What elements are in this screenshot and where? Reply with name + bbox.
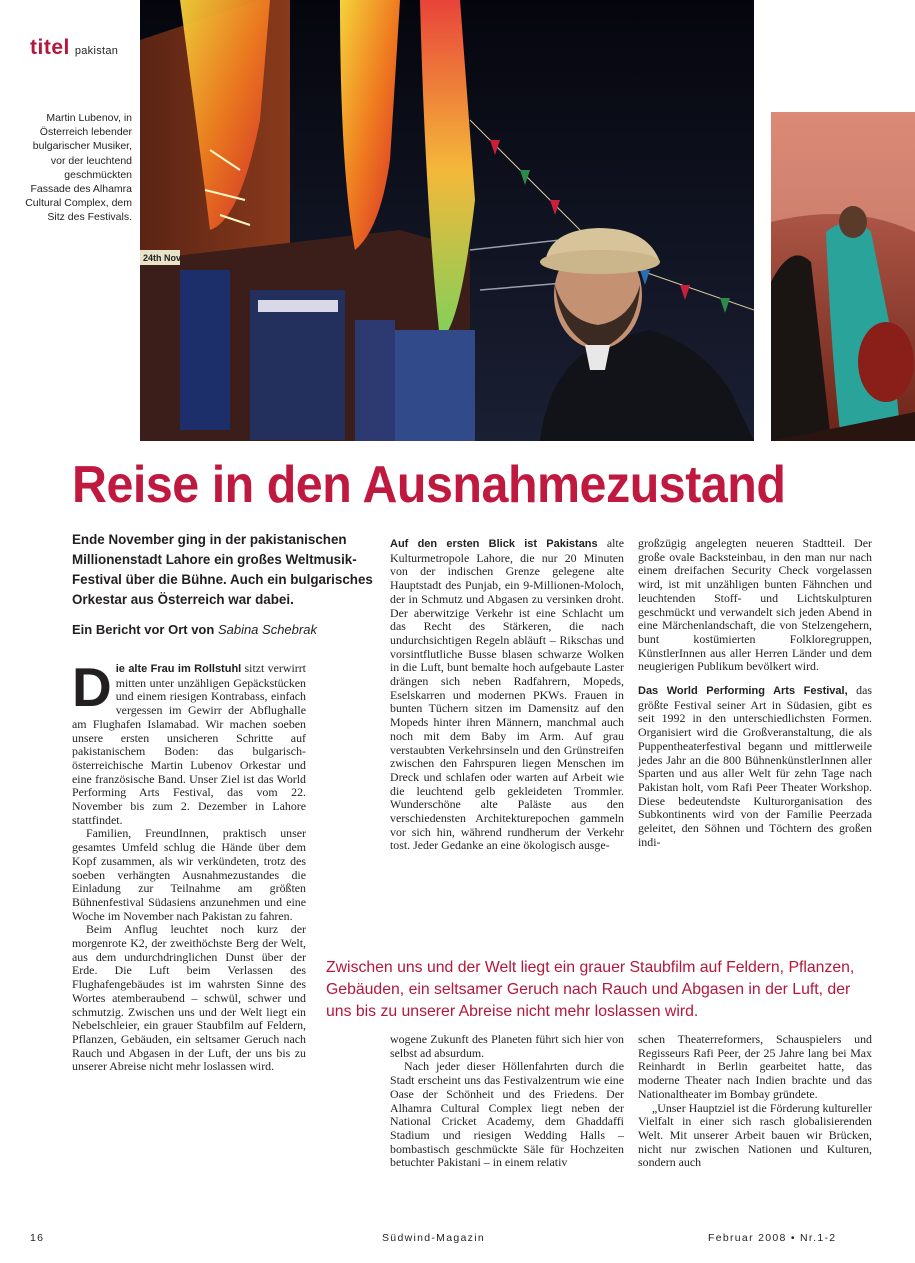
main-photo <box>140 0 754 441</box>
runin-heading: Das World Performing Arts Festival, <box>638 685 848 698</box>
section-label <box>30 36 118 60</box>
paragraph <box>72 656 306 827</box>
column-1 <box>72 656 306 1074</box>
magazine-name: Südwind-Magazin <box>382 1232 485 1244</box>
paragraph <box>390 537 624 853</box>
paragraph: Familien, FreundInnen, praktisch unser gesamtes Umfeld schlug die Hände über dem Kopf zusammen, als wir verkündeten, trotz des soeben verhängten Ausnahmezustandes die Einladung zur Teilnahme am größten Bühnenfestival Südasiens anzunehmen und eine Woche im November nach Pakistan zu fahren. <box>72 826 306 923</box>
column-3-bottom <box>638 1033 872 1170</box>
paragraph-text: das größte Festival seiner Art in Südasien, gibt es seit 1992 in den unterschiedlichsten Formen. Organisiert wird die Großveranstaltung, die als Puppentheaterfestival begann und mittlerweile jedes Jahr an die 800 BühnenkünstlerInnen aller Sparten und aus aller Welt für zehn Tage nach Pakistan holt, vom Rafi Peer Theater Workshop. Diese bedeutendste Kulturorganisation des Subkontinents wird von der Familie Peerzada geleitet, den Söhnen und Töchtern des großen indi- <box>638 683 872 849</box>
column-2-bottom <box>390 1033 624 1170</box>
paragraph: Nach jeder dieser Höllenfahrten durch die Stadt erscheint uns das Festivalzentrum wie eine Oase der Schönheit und des Friedens. Der Alhamra Cultural Complex liegt neben der National Cricket Academy, dem Ghaddaffi Stadium und riesigen Wedding Halls – bombastisch geschmückte Säle für Hochzeiten betuchter Pakistani – in einem relativ <box>390 1059 624 1170</box>
photo-banner-text: 24th Nov <box>143 253 182 263</box>
paragraph: wogene Zukunft des Planeten führt sich hier von selbst ad absurdum. <box>390 1032 624 1060</box>
drop-cap: D <box>72 656 112 718</box>
article-lead: Ende November ging in der pakistanischen Millionenstadt Lahore ein großes Weltmusik-Festival über die Bühne. Auch ein bulgarisches Orkestar aus Österreich war dabei. <box>72 532 373 607</box>
festival-night-photo <box>140 0 754 441</box>
byline <box>72 622 382 637</box>
paragraph: „Unser Hauptziel ist die Förderung kultureller Vielfalt in einer sich rasch globalisierenden Welt. Mit unserer Arbeit bauen wir Brücken, nicht nur zwischen Nationen und Kulturen, sondern auch <box>638 1100 872 1170</box>
section-sub: pakistan <box>74 45 119 57</box>
paragraph: Beim Anflug leuchtet noch kurz der morgenrote K2, der zweithöchste Berg der Welt, aus dem undurchdringlichen Dunst über der Erde. Die Luft beim Verlassen des Flughafengebäudes ist im wahrsten Sinne des Wortes atemberaubend – schwül, schwer und schmutzig. Zwischen uns und der Welt liegt ein Nebelschleier, ein grauer Staubfilm auf Feldern, Pflanzen, Gebäuden, ein seltsamer Geruch nach Rauch und Abgasen in der Luft, der uns bis zu unserer Abreise nicht mehr loslassen wird. <box>72 922 306 1074</box>
column-2-top <box>390 537 624 853</box>
pull-quote: Zwischen uns und der Welt liegt ein grauer Staubfilm auf Feldern, Pflanzen, Gebäuden, ein seltsamer Geruch nach Rauch und Abgasen in der Luft, der uns bis zu unserer Abreise nicht mehr loslassen wird. <box>326 959 855 1020</box>
side-photo <box>771 112 915 441</box>
paragraph: schen Theaterreformers, Schauspielers und Regisseurs Rafi Peer, der 25 Jahre lang bei Max Reinhardt in Berlin gearbeitet hatte, das moderne Theater nach Indien brachte und das Nationaltheater im Bombay gründete. <box>638 1032 872 1101</box>
paragraph <box>638 684 872 849</box>
performer-photo <box>771 112 915 441</box>
article-headline: Reise in den Ausnahmezustand <box>72 456 786 514</box>
paragraph: großzügig angelegten neueren Stadtteil. Der große ovale Backsteinbau, in den man nur nach einem dreifachen Security Check vorgelassen wird, ist mit unzähligen bunten Fähnchen und leuchtenden Stoff- und Lichtskulpturen geschmückt und verwandelt sich jeden Abend in eine Märchenlandschaft, die von Stelzengehern, bunt kostümierten Folkloregruppen, KünstlerInnen aus aller Herren Länder und dem neugierigen Publikum bevölkert wird. <box>638 536 872 674</box>
paragraph-text: sitzt verwirrt mitten unter unzähligen Gepäckstücken und einem riesigen Kontrabass, einfach vergessen im Gewirr der Abflughalle am Flughafen Islamabad. Wir machen soeben unsere ersten unsicheren Schritte auf pakistanischem Boden: das bulgarisch-österreichische Martin Lubenov Orkestar und eine französische Band. Unser Ziel ist das World Performing Arts Festival, das vom 22. November bis zum 2. Dezember in Lahore stattfindet. <box>72 661 306 827</box>
page-number: 16 <box>30 1232 45 1244</box>
runin-heading: Auf den ersten Blick ist Pakistans <box>390 538 598 550</box>
issue-info: Februar 2008 • Nr.1-2 <box>708 1232 837 1244</box>
runin-heading: ie alte Frau im Rollstuhl <box>115 663 242 675</box>
paragraph-text: alte Kulturmetropole Lahore, die nur 20 Minuten von der indischen Grenze gelegene alte Hauptstadt des Punjab, ein 9-Millionen-Moloch, der in Schmutz und Abgasen zu versinken droht. Der aberwitzige Verkehr ist eine Schlacht um das Recht des Stärkeren, die nach undurchsichtigen Regeln abläuft – Rikschas und vorsintflutliche Busse blasen schwarze Wolken in die Luft, bunt bemalte hoch aufgebaute Laster drängen sich neben Radfahrern, Mopeds, Eselskarren und modernen PKWs. Frauen in bunten Tüchern sitzen im Damensitz auf den Mopeds hinter ihren Männern, manchmal auch noch mit dem Baby im Arm. Auf grau verstaubten Verkehrsinseln und den Grünstreifen zwischen den Fahrspuren liegen Menschen im Dreck und schlafen oder warten auf Arbeit wie die leuchtend gelb gekleideten Trommler. Wunderschöne alte Paläste aus den verschiedensten Architekturepochen gammeln vor sich hin, während rundherum der Verkehr tost. Jeder Gedanke an eine ökologisch ausge- <box>390 536 624 853</box>
column-3-top <box>638 537 872 849</box>
section-main: titel <box>30 36 70 59</box>
byline-author: Sabina Schebrak <box>217 622 317 637</box>
byline-prefix: Ein Bericht vor Ort von <box>72 622 215 637</box>
photo-caption: Martin Lubenov, in Österreich lebender bulgarischer Musiker, vor der leuchtend geschmückten Fassade des Alhamra Cultural Complex, dem Sitz des Festivals. <box>25 112 132 224</box>
